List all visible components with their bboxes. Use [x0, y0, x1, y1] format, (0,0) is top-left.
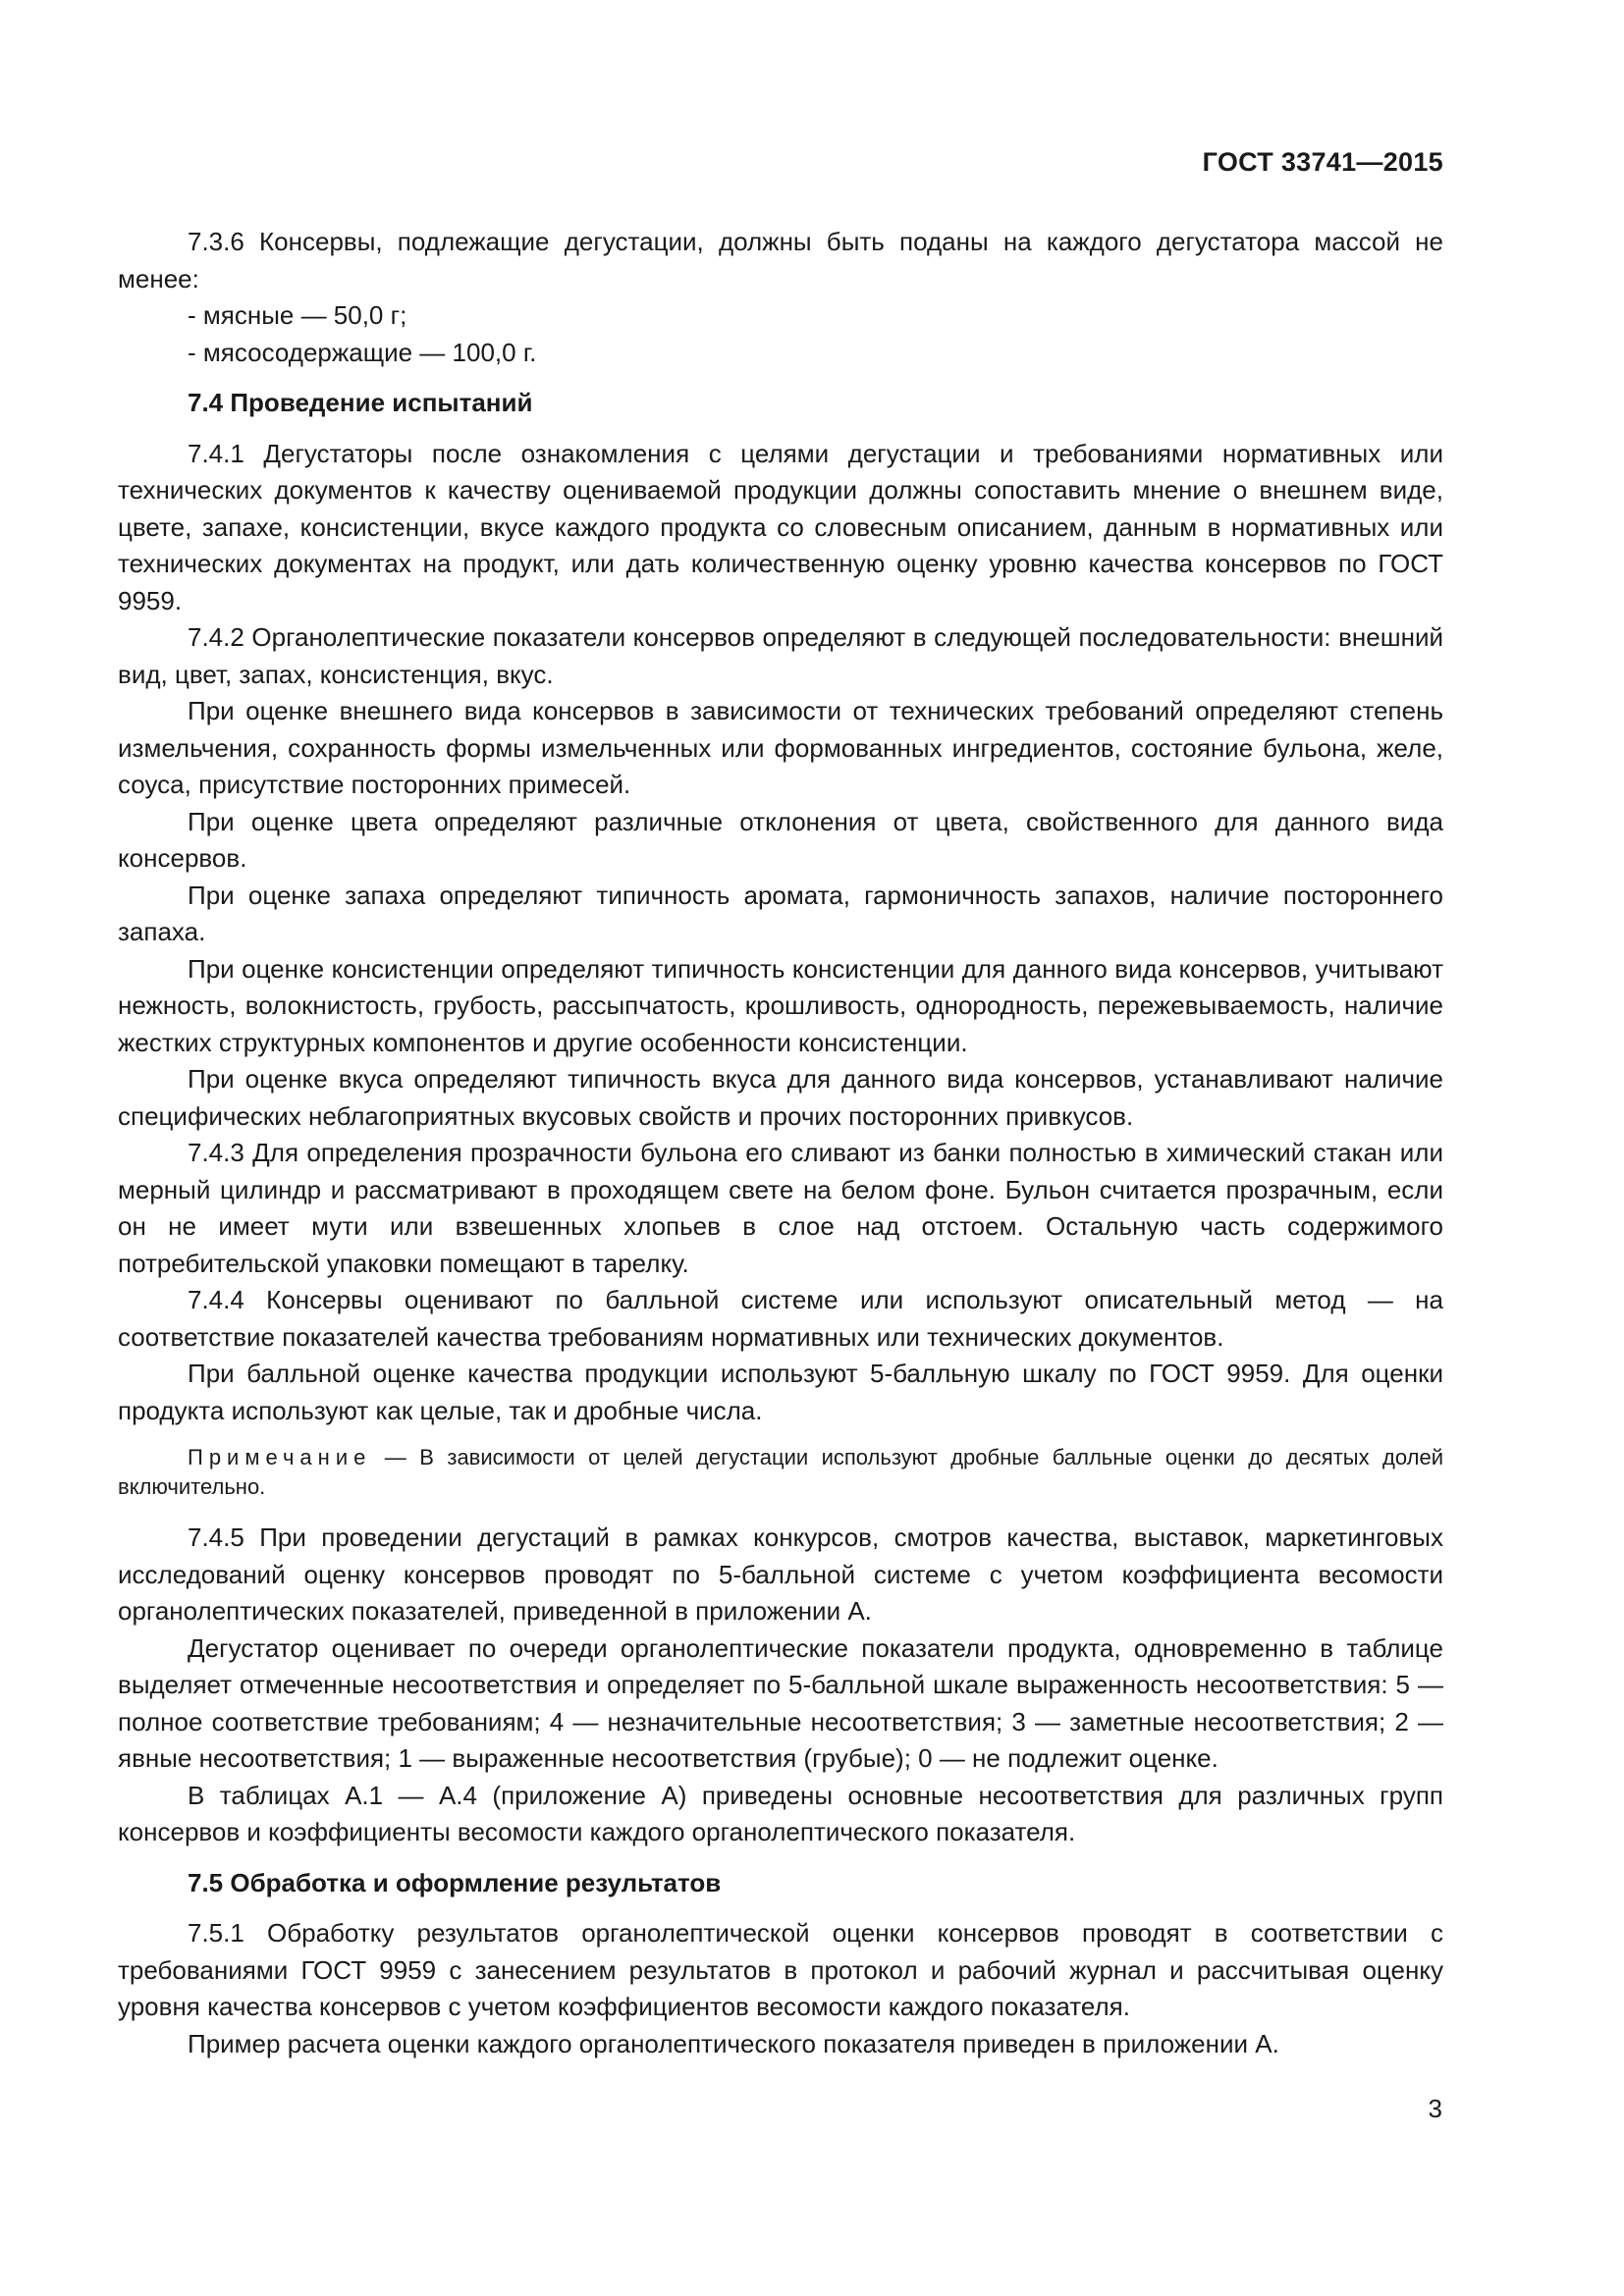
section-heading-7-5: 7.5 Обработка и оформление результатов — [188, 1867, 722, 1897]
paragraph-consistency: При оценке консистенции определяют типичность консистенции для данного вида консервов, учитывают нежность, волокнистость, грубость, рассыпчатость, крошливость, однородность, пережевываемость, наличие жестких структурных компонентов и другие особенности консистенции. — [118, 953, 1443, 1057]
paragraph-smell: При оценке запаха определяют типичность аромата, гармоничность запахов, наличие постороннего запаха. — [118, 880, 1443, 946]
paragraph-tables: В таблицах А.1 — А.4 (приложение А) приведены основные несоответствия для различных групп консервов и коэффициенты весомости каждого органолептического показателя. — [118, 1780, 1443, 1846]
page-content — [118, 224, 1443, 2062]
paragraph-7-3-6: 7.3.6 Консервы, подлежащие дегустации, должны быть поданы на каждого дегустатора массой не менее: — [118, 227, 1443, 294]
standard-header: ГОСТ 33741—2015 — [1202, 147, 1443, 177]
paragraph-7-4-5: 7.4.5 При проведении дегустаций в рамках конкурсов, смотров качества, выставок, маркетинговых исследований оценку консервов проводят по 5-балльной системе с учетом коэффициента весомости органолептических показателей, приведенной в приложении А. — [118, 1522, 1443, 1626]
paragraph-appearance: При оценке внешнего вида консервов в зависимости от технических требований определяют степень измельчения, сохранность формы измельченных или формованных ингредиентов, состояние бульона, желе, соуса, присутствие посторонних примесей. — [118, 696, 1443, 799]
note — [118, 1443, 1443, 1502]
paragraph-taster: Дегустатор оценивает по очереди органолептические показатели продукта, одновременно в таблице выделяет отмеченные несоответствия и определяет по 5-балльной шкале выраженность несоответствия: 5 — полное соответствие требованиям; 4 — незначительные несоответствия; 3 — заметные несоответствия; 2 — явные несоответствия; 1 — выраженные несоответствия (грубые); 0 — не подлежит оценке. — [118, 1632, 1443, 1773]
paragraph-7-4-4: 7.4.4 Консервы оценивают по балльной системе или используют описательный метод — на соответствие показателей качества требованиям нормативных или технических документов. — [118, 1285, 1443, 1352]
paragraph-scale: При балльной оценке качества продукции используют 5-балльную шкалу по ГОСТ 9959. Для оценки продукта используют как целые, так и дробные числа. — [118, 1359, 1443, 1425]
paragraph-7-5-1: 7.5.1 Обработку результатов органолептической оценки консервов проводят в соответствии с требованиями ГОСТ 9959 с занесением результатов в протокол и рабочий журнал и рассчитывая оценку уровня качества консервов с учетом коэффициентов весомости каждого показателя. — [118, 1918, 1443, 2021]
list-item-meat: - мясные — 50,0 г; — [188, 300, 407, 330]
paragraph-taste: При оценке вкуса определяют типичность вкуса для данного вида консервов, устанавливают наличие специфических неблагоприятных вкусовых свойств и прочих посторонних привкусов. — [118, 1064, 1443, 1131]
section-heading-7-4: 7.4 Проведение испытаний — [188, 388, 533, 417]
paragraph-7-4-1: 7.4.1 Дегустаторы после ознакомления с целями дегустации и требованиями нормативных или технических документов к качеству оцениваемой продукции должны сопоставить мнение о внешнем виде, цвете, запахе, консистенции, вкусе каждого продукта со словесным описанием, данным в нормативных или технических документах на продукт, или дать количественную оценку уровню качества консервов по ГОСТ 9959. — [118, 438, 1443, 615]
page-number: 3 — [1428, 2094, 1442, 2123]
paragraph-color: При оценке цвета определяют различные отклонения от цвета, свойственного для данного вида консервов. — [118, 806, 1443, 873]
note-text: — В зависимости от целей дегустации используют дробные балльные оценки до десятых долей включительно. — [118, 1445, 1443, 1499]
paragraph-7-4-3: 7.4.3 Для определения прозрачности бульона его сливают из банки полностью в химический стакан или мерный цилиндр и рассматривают в проходящем свете на белом фоне. Бульон считается прозрачным, если он не имеет мути или взвешенных хлопьев в слое над отстоем. Остальную часть содержимого потребительской упаковки помещают в тарелку. — [118, 1138, 1443, 1278]
note-label: Примечание — [188, 1445, 372, 1469]
list-item-meat-containing: - мясосодержащие — 100,0 г. — [188, 337, 537, 367]
paragraph-7-4-2: 7.4.2 Органолептические показатели консервов определяют в следующей последовательности: внешний вид, цвет, запах, консистенция, вкус. — [118, 622, 1443, 689]
paragraph-example: Пример расчета оценки каждого органолептического показателя приведен в приложении А. — [188, 2028, 1279, 2058]
